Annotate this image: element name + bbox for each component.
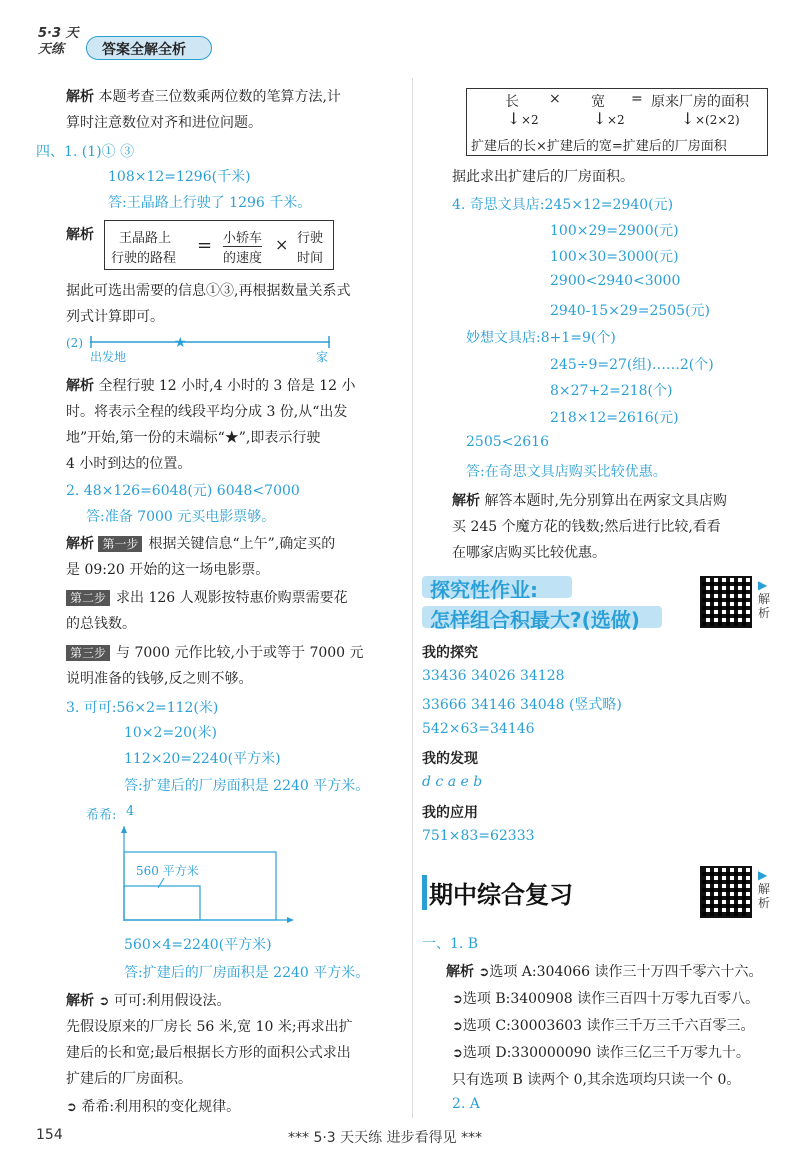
heading-explore: 我的探究 [422, 645, 478, 661]
answer: 答:扩建后的厂房面积是 2240 平方米。 [124, 965, 370, 981]
qr-code-2[interactable] [700, 866, 752, 918]
inquiry-banner: 探究性作业: 怎样组合积最大?(选做) [422, 572, 662, 632]
text-line: 时。将表示全程的线段平均分成 3 份,从“出发 [66, 404, 348, 420]
heading-apply: 我的应用 [422, 805, 478, 821]
answer: 答:扩建后的厂房面积是 2240 平方米。 [124, 778, 370, 794]
text-line: 据此可选出需要的信息①③,再根据数量关系式 [66, 283, 351, 299]
text-line: 4 小时到达的位置。 [66, 456, 192, 472]
text-line: 地”开始,第一份的末端标“★”,即表示行驶 [66, 430, 321, 446]
header-title: 答案全解全析 [102, 42, 186, 58]
section-title: 期中综合复习 [422, 875, 573, 910]
equation: 108×12=1296(千米) [108, 169, 251, 185]
page-number: 154 [36, 1127, 63, 1143]
footer-slogan: *** 5·3 天天练 进步看得见 *** [288, 1130, 483, 1146]
option-c: ➲选项 C:30003603 读作三千万三千六百零三。 [452, 1018, 755, 1034]
step-2: 第二步 求出 126 人观影按特惠价购票需要花 [66, 587, 348, 607]
text-line: 的总钱数。 [66, 616, 136, 632]
text-line: d c a e b [422, 774, 483, 790]
q1-label: 一、1. B [422, 936, 479, 952]
logo: 5·3 天天练 [38, 26, 79, 57]
step-1: 解析 第一步 根据关键信息“上午”,确定买的 [66, 536, 336, 552]
column-divider [412, 78, 413, 1118]
equation: 560×4=2240(平方米) [124, 937, 272, 953]
text-line: 说明准备的钱够,反之则不够。 [66, 671, 253, 687]
analysis-4: 解析 解答本题时,先分别算出在两家文具店购 [452, 493, 727, 509]
q4-1-label: 四、1. (1)① ③ [36, 144, 135, 160]
relation-box: 王晶路上 行驶的路程 = 小轿车 的速度 × 行驶 时间 [104, 220, 334, 270]
text-line: 33666 34146 34048 (竖式略) [422, 697, 622, 713]
equation: 10×2=20(米) [124, 725, 217, 741]
text-line: 扩建后的厂房面积。 [66, 1071, 192, 1087]
relation-diagram: 长 × 宽 = 原来厂房的面积 ↓ ×2 ↓ ×2 ↓ ×(2×2) 扩建后的长×扩建后的宽=扩建后的厂房面积 [466, 88, 768, 156]
q2-label: 2. A [452, 1096, 480, 1112]
step-3: 第三步 与 7000 元作比较,小于或等于 7000 元 [66, 642, 364, 662]
text-line: 在哪家店购买比较优惠。 [452, 545, 606, 561]
text-line: 先假设原来的厂房长 56 米,宽 10 米;再求出扩 [66, 1019, 353, 1035]
equation: 218×12=2616(元) [550, 410, 679, 426]
equation: 245÷9=27(组)……2(个) [550, 357, 714, 373]
q4-equation: 4. 奇思文具店:245×12=2940(元) [452, 197, 674, 213]
q2-equation: 2. 48×126=6048(元) 6048<7000 [66, 483, 300, 499]
text-line: 买 245 个魔方花的钱数;然后进行比较,看看 [452, 519, 721, 535]
equation: 100×29=2900(元) [550, 223, 679, 239]
heading-discover: 我的发现 [422, 751, 478, 767]
answer: 答:王晶路上行驶了 1296 千米。 [108, 195, 312, 211]
area-label: 560 平方米 [136, 864, 199, 878]
q2-label: (2) [66, 336, 83, 350]
text-line: 33436 34026 34128 [422, 668, 565, 684]
svg-text:★: ★ [174, 335, 187, 350]
text-line: 542×63=34146 [422, 721, 535, 737]
axis-4: 4 [126, 804, 135, 819]
text-line: 只有选项 B 读两个 0,其余选项均只读一个 0。 [452, 1072, 741, 1088]
option-d: ➲选项 D:330000090 读作三亿三千万零九十。 [452, 1045, 750, 1061]
route-line [90, 334, 340, 350]
equation: 8×27+2=218(个) [550, 383, 673, 399]
text-line: 据此求出扩建后的厂房面积。 [452, 169, 634, 185]
option-a: 解析 ➲选项 A:304066 读作三十万四千零六十六。 [446, 964, 763, 980]
equation: 100×30=3000(元) [550, 249, 679, 265]
end-label: 家 [316, 350, 329, 364]
q3-equation: 3. 可可:56×2=112(米) [66, 700, 219, 716]
answer: 答:在奇思文具店购买比较优惠。 [466, 464, 667, 480]
qr-label: ▶ 解析 [758, 578, 771, 620]
text-line: 列式计算即可。 [66, 309, 164, 325]
equation: 妙想文具店:8+1=9(个) [466, 330, 616, 346]
qr-label: ▶ 解析 [758, 868, 771, 910]
text-line: 是 09:20 开始的这一场电影票。 [66, 562, 270, 578]
analysis-1: 解析 本题考查三位数乘两位数的笔算方法,计 [66, 89, 341, 105]
analysis-label: 解析 [66, 227, 94, 243]
answer: 答:准备 7000 元买电影票够。 [86, 509, 276, 525]
text-line: ➲ 希希:利用积的变化规律。 [66, 1099, 241, 1115]
analysis-3: 解析 ➲ 可可:利用假设法。 [66, 993, 231, 1009]
text-line: 算时注意数位对齐和进位问题。 [66, 115, 262, 131]
text-line: 751×83=62333 [422, 828, 535, 844]
text-line: 建后的长和宽;最后根据长方形的面积公式求出 [66, 1045, 351, 1061]
start-label: 出发地 [90, 350, 127, 364]
option-b: ➲选项 B:3400908 读作三百四十万零九百零八。 [452, 991, 760, 1007]
equation: 2940-15×29=2505(元) [550, 303, 711, 319]
equation: 112×20=2240(平方米) [124, 751, 281, 767]
analysis-2: 解析 全程行驶 12 小时,4 小时的 3 倍是 12 小 [66, 378, 356, 394]
equation: 2900<2940<3000 [550, 273, 681, 289]
qr-code[interactable] [700, 576, 752, 628]
equation: 2505<2616 [466, 434, 549, 450]
xixi-label: 希希: [86, 808, 117, 823]
